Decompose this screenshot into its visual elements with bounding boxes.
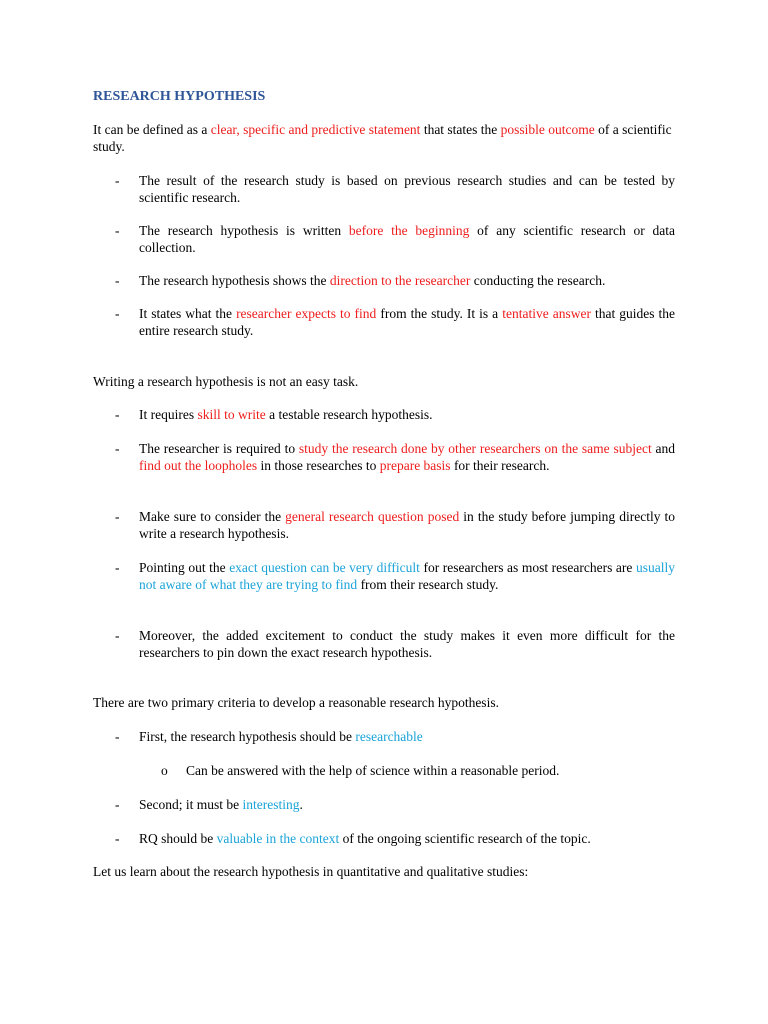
highlight-possible-outcome: possible outcome [500,122,595,137]
list-dash: - [115,797,120,812]
list-dash: - [115,831,120,846]
list-item: RQ should be valuable in the context of the ongoing scientific research of the topic. [139,831,591,846]
sub-bullet: o [161,763,168,778]
page-title: RESEARCH HYPOTHESIS [93,89,266,104]
list-item: The research hypothesis is written before the beginning of any scientific research or data collection. [139,223,675,255]
highlight-clear-statement: clear, specific and predictive statement [210,122,421,137]
list-dash: - [115,306,120,321]
list-item: The research hypothesis shows the direction to the researcher conducting the research. [139,273,606,288]
list-dash: - [115,628,120,643]
list-item: It requires skill to write a testable research hypothesis. [139,407,433,422]
list-item: It states what the researcher expects to find from the study. It is a tentative answer that guides the entire research study. [139,306,675,338]
list-item: Second; it must be interesting. [139,797,303,812]
list-dash: - [115,407,120,422]
list-dash: - [115,173,120,188]
list-dash: - [115,223,120,238]
paragraph: Let us learn about the research hypothesis in quantitative and qualitative studies: [93,864,529,879]
list-dash: - [115,273,120,288]
list-dash: - [115,509,120,524]
list-item: Moreover, the added excitement to conduct the study makes it even more difficult for the researchers to pin down the exact research hypothesis. [139,628,675,660]
list-item: The result of the research study is based on previous research studies and can be tested by scientific research. [139,173,675,205]
sub-list-item: Can be answered with the help of science within a reasonable period. [186,763,560,778]
definition-paragraph: It can be defined as a clear, specific and predictive statement that states the possible outcome of a scientific study. [93,122,672,154]
list-dash: - [115,441,120,456]
list-item: The researcher is required to study the research done by other researchers on the same subject and find out the loopholes in those researches to prepare basis for their research. [139,441,675,473]
paragraph: Writing a research hypothesis is not an easy task. [93,374,359,389]
list-item: Make sure to consider the general research question posed in the study before jumping directly to write a research hypothesis. [139,509,675,541]
list-item: Pointing out the exact question can be very difficult for researchers as most researchers are usually not aware of what they are trying to find from their research study. [139,560,675,592]
list-item: First, the research hypothesis should be researchable [139,729,423,744]
list-dash: - [115,560,120,575]
list-dash: - [115,729,120,744]
paragraph: There are two primary criteria to develop a reasonable research hypothesis. [93,695,499,710]
